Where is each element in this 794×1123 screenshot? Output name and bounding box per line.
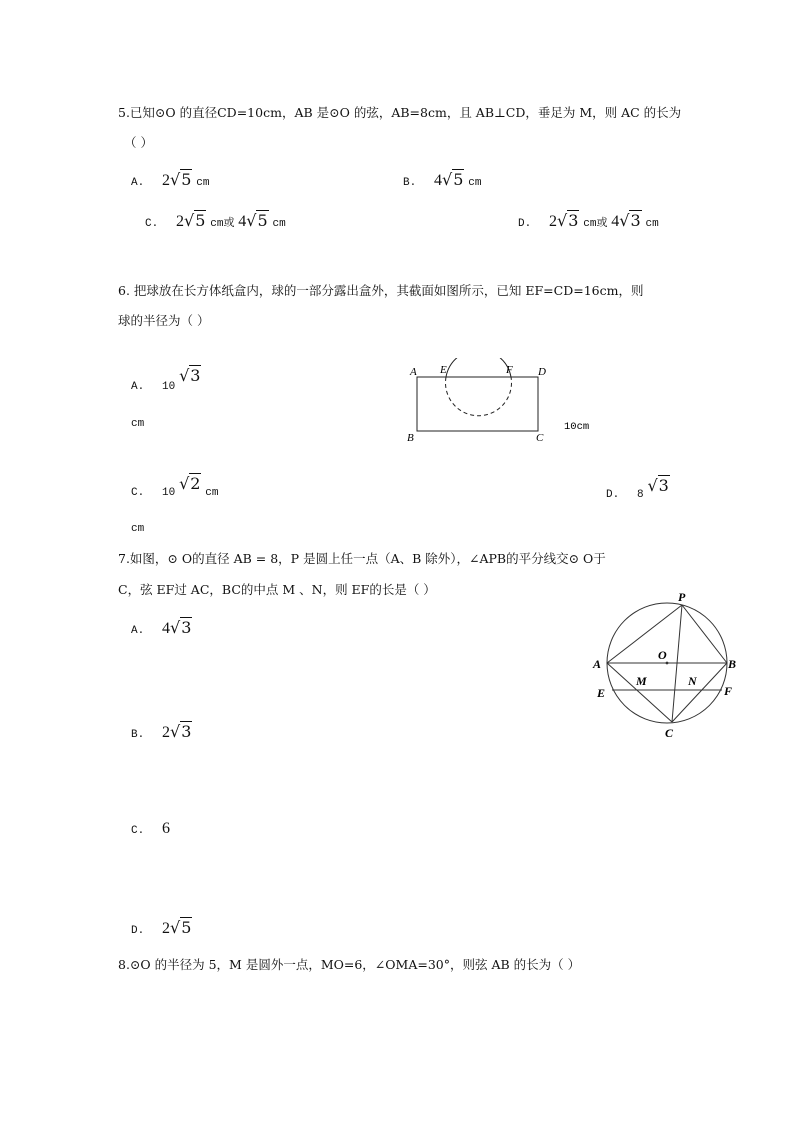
value: 10 (162, 487, 176, 499)
coefficient: 2 (162, 724, 171, 741)
option-label: A. (131, 625, 145, 637)
label-F: F (724, 684, 733, 698)
label-M: M (636, 674, 647, 688)
option-label: C. (131, 487, 145, 499)
radicand: 5 (181, 918, 192, 937)
unit: cm (205, 487, 219, 499)
box-rect (417, 377, 538, 431)
radicand: 3 (190, 366, 201, 385)
radicand: 3 (630, 211, 641, 230)
q7-option-c[interactable] (131, 820, 170, 838)
label-height: 10cm (564, 421, 590, 433)
sqrt-symbol: √3 (647, 476, 669, 495)
q6-option-c[interactable] (131, 474, 219, 499)
coefficient: 2 (162, 172, 171, 189)
coefficient: 4 (611, 213, 620, 230)
q6-option-d[interactable] (606, 476, 670, 501)
q6-figure (400, 358, 600, 448)
sqrt-symbol: √3 (619, 211, 641, 230)
label-C: C (536, 432, 544, 444)
q7-stem-line2: C，弦 EF过 AC，BC的中点 M 、N，则 EF的长是（ ） (118, 582, 436, 597)
label-A: A (593, 657, 602, 671)
option-label: C. (131, 825, 145, 837)
q5-stem-line2: （ ） (124, 135, 153, 150)
option-label: D. (606, 489, 620, 501)
q5-option-c[interactable] (145, 211, 286, 231)
label-N: N (688, 674, 697, 688)
option-label: C. (145, 218, 159, 230)
q7-option-d[interactable] (131, 918, 192, 938)
label-E: E (597, 686, 606, 700)
coefficient: 4 (434, 172, 443, 189)
sqrt-symbol: √5 (170, 918, 192, 937)
label-C: C (665, 726, 674, 740)
radicand: 3 (181, 618, 192, 637)
q6-stem-line2: 球的半径为（ ） (118, 313, 210, 328)
sqrt-symbol: √5 (184, 211, 206, 230)
sqrt-symbol: √5 (170, 170, 192, 189)
coefficient: 4 (162, 620, 171, 637)
radicand: 5 (181, 170, 192, 189)
sqrt-symbol: √5 (246, 211, 268, 230)
q5-stem-line1: 5.已知⊙O 的直径CD=10cm，AB 是⊙O 的弦，AB=8cm，且 AB⊥CD，垂足为 M，则 AC 的长为 (118, 105, 682, 120)
unit: cm (468, 177, 482, 189)
label-F: F (506, 364, 513, 376)
label-P: P (678, 590, 686, 604)
value: 10 (162, 381, 176, 393)
coefficient: 4 (238, 213, 247, 230)
q6-option-d-unit: cm (131, 523, 145, 535)
option-label: B. (131, 729, 145, 741)
q7-option-a[interactable] (131, 618, 192, 638)
chord-ap (607, 605, 682, 663)
label-E: E (440, 364, 447, 376)
label-A: A (410, 366, 417, 378)
unit-or: cm或 (583, 218, 608, 230)
unit-or: cm或 (210, 218, 235, 230)
unit: cm (272, 218, 286, 230)
q7-option-b[interactable] (131, 722, 192, 742)
radicand: 5 (195, 211, 206, 230)
radicand: 5 (453, 170, 464, 189)
chord-pb (682, 605, 727, 663)
chord-ac (607, 663, 672, 722)
coefficient: 2 (162, 920, 171, 937)
coefficient: 2 (176, 213, 185, 230)
q7-figure (590, 585, 750, 745)
option-label: A. (131, 177, 145, 189)
label-O: O (658, 648, 667, 662)
option-label: D. (518, 218, 532, 230)
q5-option-a[interactable] (131, 170, 209, 190)
ball-arc-inside (446, 377, 512, 416)
option-label: D. (131, 925, 145, 937)
unit: cm (645, 218, 659, 230)
q7-stem-line1: 7.如图，⊙ O的直径 AB = 8，P 是圆上任一点（A、B 除外），∠APB的平分线交⊙ O于 (118, 551, 606, 566)
sqrt-symbol: √3 (179, 366, 201, 385)
center-dot (666, 662, 669, 665)
sqrt-symbol: √2 (179, 474, 201, 493)
sqrt-symbol: √5 (442, 170, 464, 189)
q6-option-a[interactable] (131, 366, 201, 393)
label-B: B (728, 657, 737, 671)
sqrt-symbol: √3 (170, 618, 192, 637)
radicand: 2 (190, 474, 201, 493)
q5-option-b[interactable] (403, 170, 481, 190)
q5-option-d[interactable] (518, 211, 659, 231)
sqrt-symbol: √3 (170, 722, 192, 741)
value: 6 (162, 820, 171, 837)
label-D: D (538, 366, 546, 378)
value: 8 (637, 489, 644, 501)
option-label: B. (403, 177, 417, 189)
radicand: 5 (257, 211, 268, 230)
radicand: 3 (568, 211, 579, 230)
unit: cm (196, 177, 210, 189)
q8-stem: 8.⊙O 的半径为 5，M 是圆外一点，MO=6，∠OMA=30°，则弦 AB 的长为（ ） (118, 957, 581, 972)
q6-stem-line1: 6. 把球放在长方体纸盒内，球的一部分露出盒外，其截面如图所示，已知 EF=CD=16cm，则 (118, 283, 644, 298)
q6-option-a-unit: cm (131, 418, 145, 430)
option-label: A. (131, 381, 145, 393)
coefficient: 2 (549, 213, 558, 230)
label-B: B (407, 432, 414, 444)
radicand: 3 (658, 476, 669, 495)
radicand: 3 (181, 722, 192, 741)
ball-arc-top (446, 358, 511, 377)
sqrt-symbol: √3 (557, 211, 579, 230)
